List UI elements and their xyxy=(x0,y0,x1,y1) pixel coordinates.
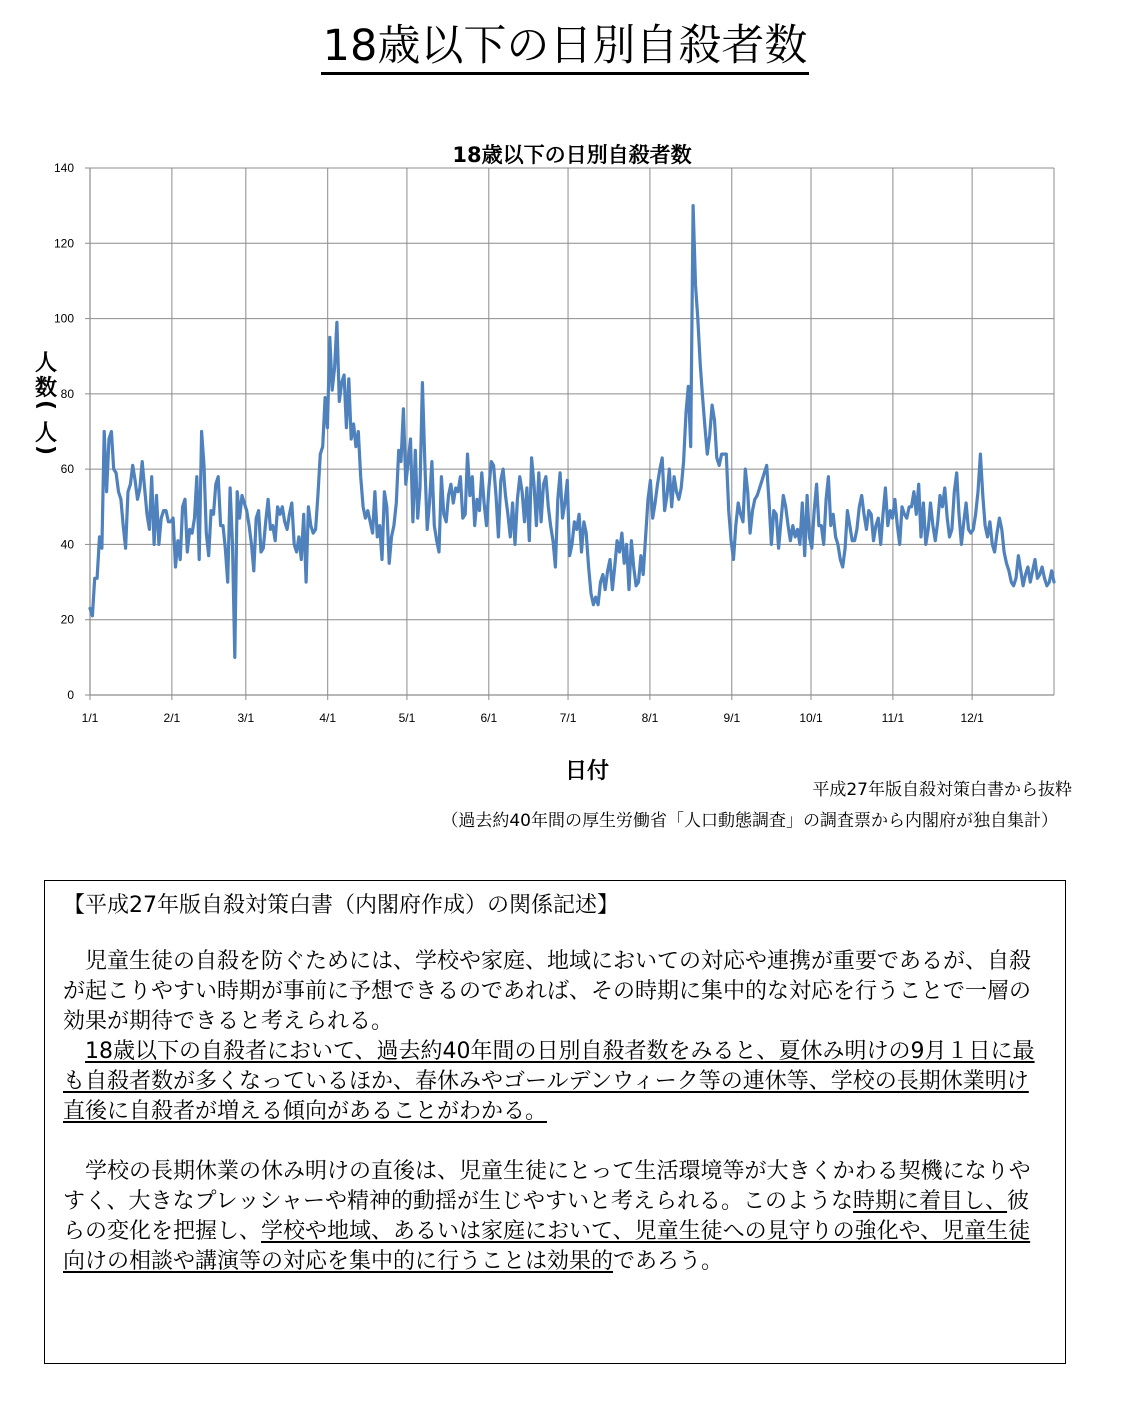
excerpt-p3-part-e: であろう。 xyxy=(613,1249,724,1274)
x-tick-label: 8/1 xyxy=(641,711,659,725)
x-tick-label: 4/1 xyxy=(319,711,337,725)
y-tick-label: 20 xyxy=(60,612,74,627)
page-title xyxy=(0,18,1130,74)
excerpt-heading: 【平成27年版自殺対策白書（内閣府作成）の関係記述】 xyxy=(63,893,619,918)
x-axis-label: 日付 xyxy=(564,759,610,784)
x-tick-label: 1/1 xyxy=(81,711,99,725)
y-tick-label: 100 xyxy=(53,311,74,326)
series-line xyxy=(90,206,1054,658)
y-axis-label-char: ) xyxy=(33,444,58,456)
method-note: （過去約40年間の厚生労働省「人口動態調査」の調査票から内閣府が独自集計） xyxy=(441,811,1058,831)
excerpt-paragraph-2-text: 18歳以下の自殺者において、過去約40年間の日別自殺者数をみると、夏休み明けの9月１日に最も自殺者数が多くなっているほか、春休みやゴールデンウィーク等の連休等、学校の長期休業明け直後に自殺者が増える傾向があることがわかる。 xyxy=(63,1039,1035,1124)
excerpt-paragraph-3 xyxy=(63,1157,1049,1277)
x-tick-label: 11/1 xyxy=(881,711,905,725)
y-tick-label: 140 xyxy=(53,161,74,175)
excerpt-paragraph-1: 児童生徒の自殺を防ぐためには、学校や家庭、地域においての対応や連携が重要であるが、自殺が起こりやすい時期が事前に予想できるのであれば、その時期に集中的な対応を行うことで一層の効果が期待できると考えられる。 xyxy=(63,949,1032,1034)
y-tick-labels xyxy=(54,161,74,702)
x-tick-label: 9/1 xyxy=(723,711,741,725)
y-tick-label: 80 xyxy=(60,386,74,401)
y-axis-label-char: ( xyxy=(33,399,58,411)
y-axis-label-char: 数 xyxy=(34,376,58,401)
excerpt-box xyxy=(44,880,1066,1364)
x-tick-label: 12/1 xyxy=(960,711,984,725)
chart-title: 18歳以下の日別自殺者数 xyxy=(452,143,692,167)
source-note: 平成27年版自殺対策白書から抜粋 xyxy=(812,780,1072,800)
line-chart xyxy=(0,120,1130,784)
excerpt-p3-part-d: 学校や地域、あるいは家庭において、児童生徒への見守りの強化や、児童生徒向けの相談や講演等の対応を集中的に行うことは効果的 xyxy=(63,1219,1031,1274)
page-title-text: 18歳以下の日別自殺者数 xyxy=(321,21,810,75)
y-tick-label: 40 xyxy=(60,537,74,552)
x-tick-label: 10/1 xyxy=(799,711,823,725)
x-tick-label: 5/1 xyxy=(398,711,416,725)
excerpt-p3-part-c: 彼らの変化を把握し、 xyxy=(63,1189,1030,1244)
x-tick-label: 6/1 xyxy=(480,711,498,725)
y-tick-label: 60 xyxy=(60,462,74,477)
series xyxy=(90,206,1054,658)
y-axis-label xyxy=(33,351,58,455)
excerpt-paragraph-2 xyxy=(63,1037,1049,1127)
x-tick-labels xyxy=(82,711,984,725)
y-axis-label-char: 人 xyxy=(34,351,58,376)
excerpt-p3-part-b: 時期に着目し、 xyxy=(853,1189,1008,1214)
x-tick-label: 2/1 xyxy=(163,711,181,725)
y-tick-label: 120 xyxy=(53,236,74,251)
excerpt-p3-part-a: 学校の長期休業の休み明けの直後は、児童生徒にとって生活環境等が大きくかわる契機になりやすく、大きなプレッシャーや精神的動揺が生じやすいと考えられる。このような xyxy=(63,1159,1031,1214)
y-axis-label-char: 人 xyxy=(34,421,58,446)
y-tick-label: 0 xyxy=(67,688,74,702)
x-tick-label: 7/1 xyxy=(559,711,577,725)
x-tick-label: 3/1 xyxy=(237,711,255,725)
